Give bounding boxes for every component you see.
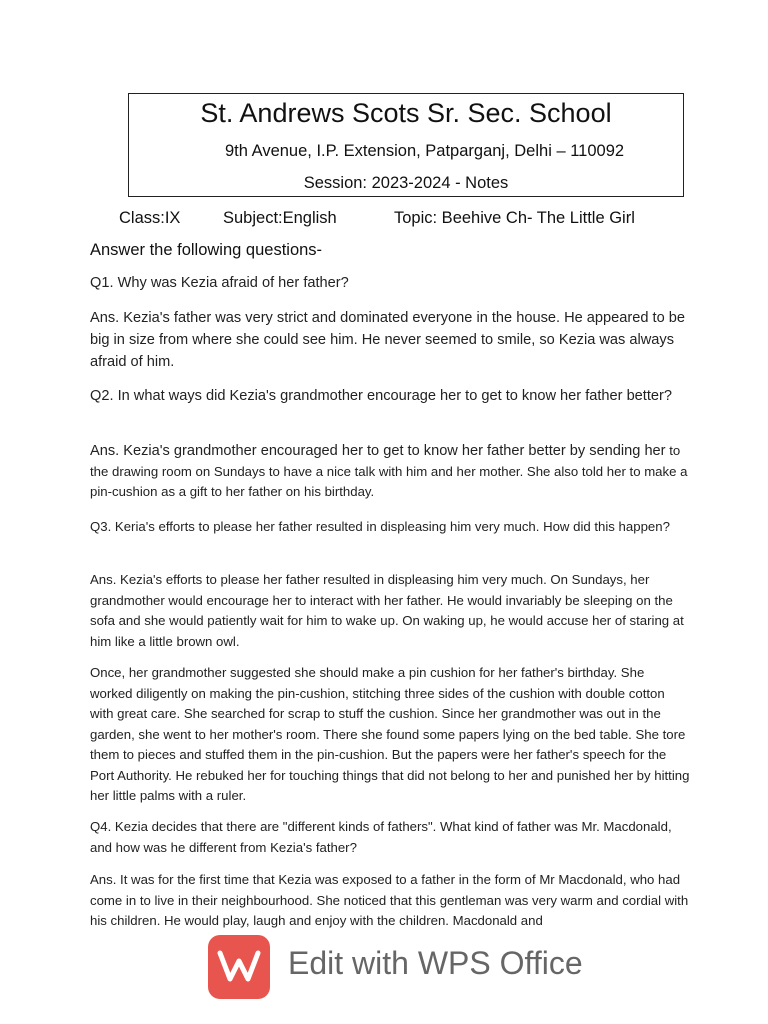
session-line: Session: 2023-2024 - Notes [303,174,509,192]
answer-4: Ans. It was for the first time that Kezia was exposed to a father in the form of Mr Macdonald, who had come in to live in their neighbourhood. She noticed that this gentleman was very warm and cordial with his children. He would play, laugh and enjoy with the children. Macdonald and [90,872,689,928]
answer-2-part-1: Ans. Kezia's grandmother encouraged her to get to know her father better by sending her [90,443,666,459]
answer-1: Ans. Kezia's father was very strict and dominated everyone in the house. He appeared to be big in size from where she could see him. He never seemed to smile, so Kezia was always afraid of him. [90,310,685,370]
question-4: Q4. Kezia decides that there are "different kinds of fathers". What kind of father was Mr. Macdonald, and how was he different from Kezia's father? [90,819,672,855]
class-label: Class:IX [119,209,181,227]
school-address: 9th Avenue, I.P. Extension, Patparganj, Delhi – 110092 [225,142,625,160]
wps-watermark [208,935,608,999]
answer-3-continued: Once, her grandmother suggested she should make a pin cushion for her father's birthday. She worked diligently on making the pin-cushion, stitching three sides of the cushion with double cotton with great care. She searched for scrap to stuff the cushion. Since her grandmother was out in the garden, she went to her mother's room. There she found some papers lying on the bed table. She tore them to pieces and stuffed them in the pin-cushion. But the papers were her father's speech for the Port Authority. He rebuked her for touching things that did not belong to her and punished her by hitting her little palms with a ruler. [90,665,690,803]
school-name: St. Andrews Scots Sr. Sec. School [200,98,612,128]
wps-logo-icon [208,935,270,999]
answer-3: Ans. Kezia's efforts to please her father resulted in displeasing him very much. On Sundays, her grandmother would encourage her to interact with her father. He would invariably be sleeping on the sofa and she would patiently wait for him to wake up. On waking up, he would accuse her of staring at him like a little brown owl. [90,572,684,649]
answer-2 [90,441,690,503]
question-1: Q1. Why was Kezia afraid of her father? [90,275,349,291]
subject-label: Subject:English [223,209,337,227]
topic-label: Topic: Beehive Ch- The Little Girl [394,209,635,227]
section-heading: Answer the following questions- [90,241,323,259]
answer-2-part-2: to the drawing room on Sundays to have a nice talk with him and her mother. She also told her to make a pin-cushion as a gift to her father on his birthday. [90,443,688,499]
wps-watermark-text: Edit with WPS Office [288,945,583,981]
question-3: Q3. Keria's efforts to please her father resulted in displeasing him very much. How did this happen? [90,519,670,534]
question-2: Q2. In what ways did Kezia's grandmother encourage her to get to know her father better? [90,388,673,404]
header-box [128,93,684,197]
